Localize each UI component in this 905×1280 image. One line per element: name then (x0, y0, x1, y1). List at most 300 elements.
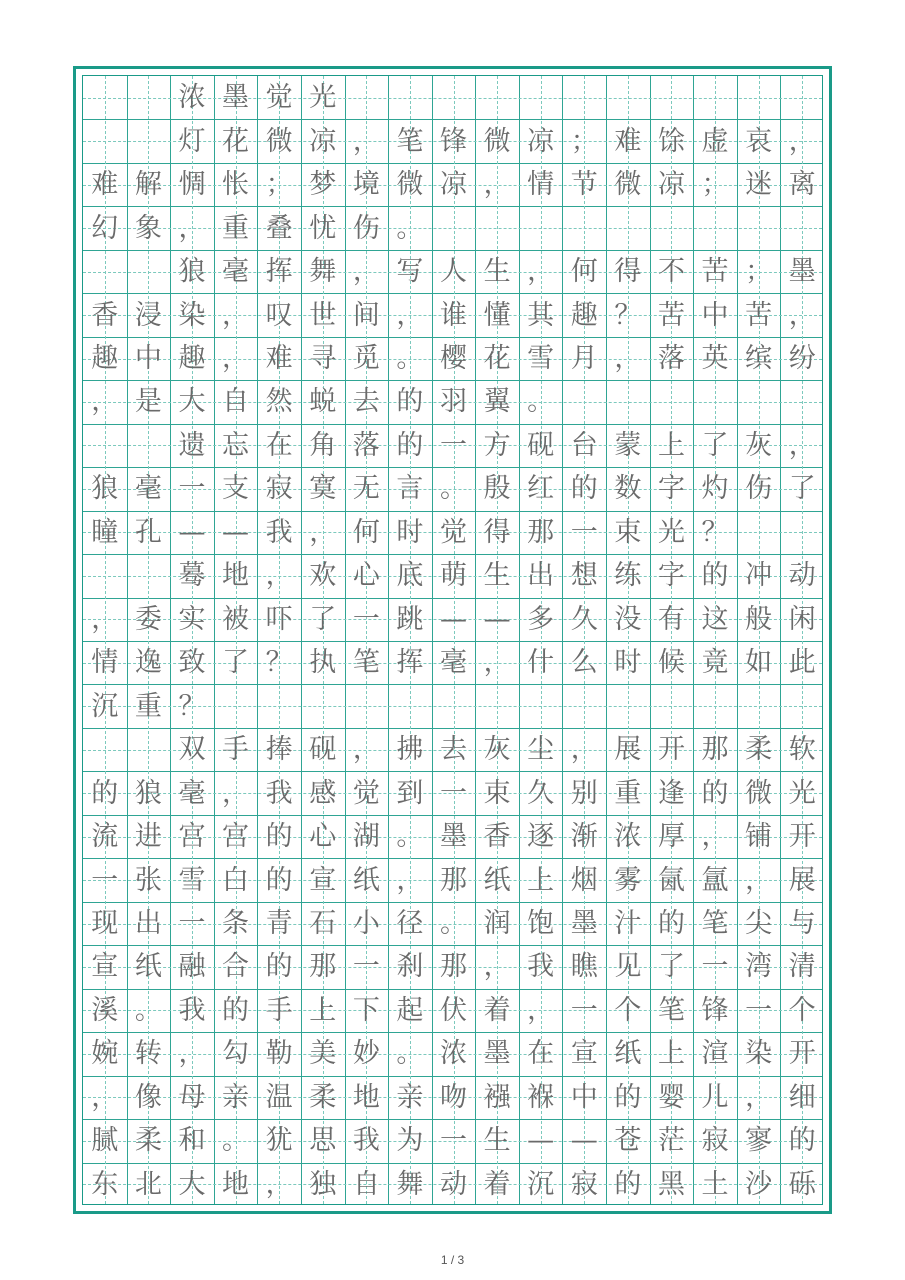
handwritten-character: 浸 (134, 299, 162, 331)
handwritten-character: 一 (570, 516, 598, 548)
handwritten-character: 纷 (788, 343, 816, 374)
handwritten-character: ， (91, 1081, 119, 1113)
handwritten-character: 温 (265, 1081, 293, 1113)
handwritten-character: 润 (483, 908, 511, 939)
handwritten-character: 微 (745, 777, 773, 809)
handwritten-character: 被 (222, 603, 250, 635)
handwritten-character: ， (222, 343, 250, 374)
handwritten-character: 那 (440, 951, 467, 983)
handwritten-character: 光 (788, 777, 816, 809)
handwritten-character: 怅 (222, 169, 250, 201)
handwritten-character: 羽 (440, 386, 467, 418)
handwritten-character: 练 (614, 560, 642, 592)
handwritten-character: 我 (352, 1125, 380, 1157)
handwritten-character: 的 (701, 777, 729, 809)
handwritten-character: 逐 (527, 821, 555, 853)
handwritten-character: 在 (527, 1038, 555, 1070)
handwritten-character: ； (745, 256, 773, 288)
handwritten-character: 孔 (134, 516, 162, 548)
handwritten-character: 象 (134, 212, 162, 244)
handwritten-character: 的 (265, 821, 293, 853)
handwritten-character: 出 (527, 560, 555, 592)
handwritten-character: 手 (222, 734, 250, 766)
handwritten-character: 殷 (483, 473, 511, 505)
handwritten-character: — (178, 516, 206, 548)
handwritten-character: 墨 (483, 1038, 511, 1070)
handwritten-character: ， (483, 169, 511, 201)
handwritten-character: 青 (265, 908, 293, 939)
handwritten-character: 难 (91, 169, 119, 201)
handwritten-character: 虚 (701, 125, 729, 157)
handwritten-character: 一 (91, 864, 119, 896)
handwritten-character: 狼 (178, 256, 206, 288)
handwritten-character: 的 (614, 1081, 642, 1113)
handwritten-character: 迷 (745, 169, 773, 201)
handwritten-character: 地 (222, 1168, 250, 1200)
handwritten-character: ， (91, 603, 119, 635)
handwritten-character: 渲 (701, 1038, 729, 1070)
handwritten-character: 舞 (396, 1168, 424, 1200)
handwritten-character: 久 (570, 603, 598, 635)
handwritten-character: 有 (657, 603, 685, 635)
handwritten-character: 柔 (745, 734, 773, 766)
handwritten-character: 了 (657, 951, 685, 983)
handwritten-character: ， (527, 256, 555, 288)
handwritten-character: 笔 (396, 125, 424, 157)
handwritten-character: 字 (657, 473, 685, 505)
handwritten-character: ， (352, 256, 380, 288)
handwritten-character: 重 (614, 777, 642, 809)
handwritten-character: 趣 (178, 343, 206, 374)
handwritten-character: ， (483, 647, 511, 679)
handwritten-character: 中 (701, 299, 729, 331)
handwritten-character: 烟 (570, 864, 598, 896)
handwritten-character: 自 (352, 1168, 380, 1200)
handwritten-character: 宫 (178, 821, 206, 853)
handwritten-character: 了 (701, 429, 729, 461)
handwritten-character: 幻 (91, 212, 119, 244)
handwritten-character: 的 (265, 864, 293, 896)
handwritten-character: 上 (657, 429, 685, 461)
handwritten-character: 逸 (134, 647, 162, 679)
handwritten-character: 现 (91, 908, 119, 939)
handwritten-character: 起 (396, 994, 424, 1026)
handwritten-character: 懂 (483, 299, 511, 331)
handwritten-character: 。 (440, 908, 467, 939)
handwritten-character: 清 (788, 951, 816, 983)
handwritten-character: 趣 (91, 343, 119, 374)
handwritten-character: 心 (309, 821, 337, 853)
handwritten-character: 角 (309, 429, 337, 461)
handwritten-character: ， (265, 1168, 293, 1200)
handwritten-character: 得 (483, 516, 511, 548)
handwritten-character: 伤 (352, 212, 380, 244)
handwritten-character: 毫 (178, 777, 206, 809)
handwritten-character: ， (788, 429, 816, 461)
handwritten-character: 凉 (657, 169, 685, 201)
handwritten-character: 灯 (178, 125, 206, 157)
handwritten-character: ， (222, 299, 250, 331)
handwritten-character: 寂 (265, 473, 293, 505)
handwritten-character: 笔 (701, 908, 729, 939)
handwritten-character: 瞳 (91, 516, 119, 548)
handwritten-character: 觉 (265, 82, 293, 114)
handwritten-character: 大 (178, 1168, 206, 1200)
handwritten-character: 笔 (352, 647, 380, 679)
handwritten-character: 红 (527, 473, 555, 505)
handwritten-character: 亲 (222, 1081, 250, 1113)
handwritten-character: 我 (265, 777, 293, 809)
handwritten-character: ， (788, 125, 816, 157)
handwritten-character: 墨 (788, 256, 816, 288)
handwritten-character: ？ (701, 516, 729, 548)
handwritten-character: 逢 (657, 777, 685, 809)
handwritten-character: 闲 (788, 603, 816, 635)
handwritten-character: 一 (178, 473, 206, 505)
handwritten-character: 觉 (352, 777, 380, 809)
handwritten-character: — (222, 516, 250, 548)
handwritten-character: 忘 (222, 429, 250, 461)
handwritten-character: 湖 (352, 821, 380, 853)
handwritten-character: 狼 (134, 777, 162, 809)
handwritten-character: 犹 (265, 1125, 293, 1157)
handwritten-character: 感 (309, 777, 337, 809)
handwritten-character: 微 (396, 169, 424, 201)
handwritten-character: 那 (309, 951, 337, 983)
handwritten-character: 蓦 (178, 560, 206, 592)
handwritten-character: 什 (527, 647, 555, 679)
handwritten-character: 香 (91, 299, 119, 331)
handwritten-character: 时 (614, 647, 642, 679)
handwritten-character: 了 (788, 473, 816, 505)
handwritten-character: 沉 (91, 690, 119, 722)
handwritten-character: 双 (178, 734, 206, 766)
handwritten-character: ； (570, 125, 598, 157)
handwritten-character: 纸 (614, 1038, 642, 1070)
handwritten-character: ， (788, 299, 816, 331)
handwritten-character: 动 (440, 1168, 467, 1200)
handwritten-character: 一 (745, 994, 773, 1026)
handwritten-character: ， (178, 1038, 206, 1070)
handwritten-character: 细 (788, 1081, 816, 1113)
handwritten-character: 个 (614, 994, 642, 1026)
handwritten-character: 樱 (440, 343, 467, 374)
handwritten-character: 间 (352, 299, 380, 331)
handwritten-character: 候 (657, 647, 685, 679)
handwritten-character: ， (265, 560, 293, 592)
handwritten-character: 何 (352, 516, 380, 548)
handwritten-character: 流 (91, 821, 119, 853)
handwritten-character: ， (396, 864, 424, 896)
handwritten-character: 上 (527, 864, 555, 896)
handwritten-character: ， (352, 734, 380, 766)
handwritten-character: 吓 (265, 603, 293, 635)
handwritten-character: 纸 (352, 864, 380, 896)
handwritten-character: 一 (570, 994, 598, 1026)
handwritten-character: 宣 (570, 1038, 598, 1070)
handwritten-character: 委 (134, 603, 162, 635)
handwritten-character: 毫 (440, 647, 467, 679)
handwritten-character: 生 (483, 1125, 511, 1157)
handwritten-character: 梦 (309, 169, 337, 201)
handwritten-character: 这 (701, 603, 729, 635)
handwritten-character: 沙 (745, 1168, 773, 1200)
handwritten-character: 上 (657, 1038, 685, 1070)
handwritten-character: 缤 (745, 343, 773, 374)
handwritten-character: 光 (657, 516, 685, 548)
handwritten-character: 谁 (440, 299, 467, 331)
handwritten-character: 褓 (527, 1081, 555, 1113)
handwritten-character: 宫 (222, 821, 250, 853)
handwritten-character: 开 (657, 734, 685, 766)
handwritten-character: 襁 (483, 1081, 511, 1113)
handwritten-character: 月 (570, 343, 598, 374)
handwritten-character: 美 (309, 1038, 337, 1070)
handwritten-character: ， (614, 343, 642, 374)
character-grid (82, 75, 823, 1205)
handwritten-character: 独 (309, 1168, 337, 1200)
handwritten-character: 去 (352, 386, 380, 418)
handwritten-character: 难 (614, 125, 642, 157)
handwritten-character: 湾 (745, 951, 773, 983)
handwritten-character: 致 (178, 647, 206, 679)
handwritten-character: 多 (527, 603, 555, 635)
handwritten-character: 。 (134, 994, 162, 1026)
handwritten-character: 中 (134, 343, 162, 374)
handwritten-character: 惆 (178, 169, 206, 201)
handwritten-character: 刹 (396, 951, 424, 983)
handwritten-character: 何 (570, 256, 598, 288)
handwritten-character: 了 (309, 603, 337, 635)
handwritten-character: 灰 (483, 734, 511, 766)
handwritten-character: 重 (134, 690, 162, 722)
handwritten-character: 的 (91, 777, 119, 809)
handwritten-character: 那 (440, 864, 467, 896)
handwritten-character: 氤 (657, 864, 685, 896)
handwritten-character: 自 (222, 386, 250, 418)
handwritten-character: 雾 (614, 864, 642, 896)
handwritten-character: 字 (657, 560, 685, 592)
handwritten-character: 挥 (396, 647, 424, 679)
handwritten-character: 溪 (91, 994, 119, 1026)
handwritten-character: 石 (309, 908, 337, 939)
handwritten-character: 墨 (570, 908, 598, 939)
handwritten-character: 的 (788, 1125, 816, 1157)
handwritten-character: 的 (265, 951, 293, 983)
handwritten-character: 伤 (745, 473, 773, 505)
handwritten-character: 一 (701, 951, 729, 983)
handwritten-character: 寻 (309, 343, 337, 374)
handwritten-character: 生 (483, 256, 511, 288)
handwritten-character: 叹 (265, 299, 293, 331)
handwritten-character: 寞 (309, 473, 337, 505)
handwritten-character: 的 (570, 473, 598, 505)
handwritten-character: 离 (788, 169, 816, 201)
handwritten-character: 捧 (265, 734, 293, 766)
handwritten-character: 厚 (657, 821, 685, 853)
handwritten-character: 一 (440, 429, 467, 461)
handwritten-character: 重 (222, 212, 250, 244)
handwritten-character: 的 (396, 429, 424, 461)
handwritten-character: — (440, 603, 467, 635)
handwritten-character: 微 (265, 125, 293, 157)
handwritten-character: 寂 (701, 1125, 729, 1157)
handwritten-character: 合 (222, 951, 250, 983)
handwritten-character: 渐 (570, 821, 598, 853)
handwritten-character: ， (396, 299, 424, 331)
handwritten-character: 一 (352, 603, 380, 635)
handwritten-character: 上 (309, 994, 337, 1026)
handwritten-character: 我 (265, 516, 293, 548)
handwritten-character: 宣 (309, 864, 337, 896)
handwritten-character: 的 (396, 386, 424, 418)
handwritten-character: 纸 (483, 864, 511, 896)
handwritten-character: 砾 (788, 1168, 816, 1200)
handwritten-character: 苦 (701, 256, 729, 288)
handwritten-character: 。 (396, 343, 424, 374)
handwritten-character: 妙 (352, 1038, 380, 1070)
handwritten-character: 锋 (440, 125, 467, 157)
handwritten-character: 台 (570, 429, 598, 461)
handwritten-character: — (570, 1125, 598, 1157)
handwritten-character: ； (701, 169, 729, 201)
handwritten-character: 一 (440, 1125, 467, 1157)
handwritten-character: 执 (309, 647, 337, 679)
handwritten-character: 融 (178, 951, 206, 983)
handwritten-character: 儿 (701, 1081, 729, 1113)
handwritten-character: 凉 (440, 169, 467, 201)
handwritten-character: 微 (614, 169, 642, 201)
handwritten-character: 苦 (745, 299, 773, 331)
handwritten-character: ， (701, 821, 729, 853)
handwritten-character: 出 (134, 908, 162, 939)
handwritten-character: 实 (178, 603, 206, 635)
handwritten-character: 尖 (745, 908, 773, 939)
handwritten-character: 染 (745, 1038, 773, 1070)
handwritten-character: 汁 (614, 908, 642, 939)
handwritten-character: 毫 (222, 256, 250, 288)
handwritten-character: 雪 (178, 864, 206, 896)
handwritten-character: 手 (265, 994, 293, 1026)
composition-paper (73, 66, 832, 1214)
handwritten-character: 条 (222, 908, 250, 939)
handwritten-character: 亲 (396, 1081, 424, 1113)
handwritten-character: 砚 (309, 734, 337, 766)
handwritten-character: 到 (396, 777, 424, 809)
handwritten-character: 。 (396, 212, 424, 244)
handwritten-character: 竟 (701, 647, 729, 679)
handwritten-character: 锋 (701, 994, 729, 1026)
handwritten-character: 小 (352, 908, 380, 939)
handwritten-character: 香 (483, 821, 511, 853)
handwritten-character: 跳 (396, 603, 424, 635)
handwritten-character: ， (745, 864, 773, 896)
handwritten-character: 像 (134, 1081, 162, 1113)
handwritten-character: 叠 (265, 212, 293, 244)
handwritten-character: 然 (265, 386, 293, 418)
handwritten-character: 开 (788, 1038, 816, 1070)
handwritten-character: 心 (352, 560, 380, 592)
handwritten-character: 哀 (745, 125, 773, 157)
handwritten-character: 没 (614, 603, 642, 635)
handwritten-character: 蜕 (309, 386, 337, 418)
handwritten-character: 浓 (440, 1038, 467, 1070)
handwritten-character: 一 (178, 908, 206, 939)
handwritten-character: 动 (788, 560, 816, 592)
handwritten-character: 吻 (440, 1081, 467, 1113)
handwritten-character: 大 (178, 386, 206, 418)
handwritten-character: 是 (134, 386, 162, 418)
handwritten-character: 写 (396, 256, 424, 288)
handwritten-character: 蒙 (614, 429, 642, 461)
handwritten-character: 么 (570, 647, 598, 679)
handwritten-character: ， (527, 994, 555, 1026)
handwritten-character: 的 (657, 908, 685, 939)
handwritten-character: 浓 (178, 82, 206, 114)
handwritten-character: 墨 (440, 821, 467, 853)
handwritten-character: 转 (134, 1038, 162, 1070)
handwritten-character: 。 (396, 1038, 424, 1070)
handwritten-character: 微 (483, 125, 511, 157)
handwritten-character: 腻 (91, 1125, 119, 1157)
handwritten-character: ； (265, 169, 293, 201)
handwritten-character: 张 (134, 864, 162, 896)
handwritten-character: 婉 (91, 1038, 119, 1070)
handwritten-character: 见 (614, 951, 642, 983)
handwritten-character: 般 (745, 603, 773, 635)
page-number: 1 / 3 (440, 1253, 465, 1267)
handwritten-character: 开 (788, 821, 816, 853)
handwritten-character: 苍 (614, 1125, 642, 1157)
handwritten-character: 一 (440, 777, 467, 809)
handwritten-character: 苦 (657, 299, 685, 331)
handwritten-character: 花 (483, 343, 511, 374)
handwritten-character: 束 (614, 516, 642, 548)
handwritten-character: 毫 (134, 473, 162, 505)
handwritten-character: 情 (527, 169, 555, 201)
handwritten-character: 花 (222, 125, 250, 157)
handwritten-character: 情 (91, 647, 119, 679)
handwritten-character: 东 (91, 1168, 119, 1200)
handwritten-character: 展 (788, 864, 816, 896)
handwritten-character: 得 (614, 256, 642, 288)
handwritten-character: 狼 (91, 473, 119, 505)
handwritten-character: 觅 (352, 343, 380, 374)
handwritten-character: 遗 (178, 429, 206, 461)
handwritten-character: 那 (527, 516, 555, 548)
handwritten-character: 萌 (440, 560, 467, 592)
handwritten-character: 一 (352, 951, 380, 983)
handwritten-character: 我 (178, 994, 206, 1026)
handwritten-character: 忧 (309, 212, 337, 244)
handwritten-character: — (483, 603, 511, 635)
handwritten-character: 境 (352, 169, 380, 201)
handwritten-character: 英 (701, 343, 729, 374)
handwritten-character: 。 (222, 1125, 250, 1157)
handwritten-character: 白 (222, 864, 250, 896)
handwritten-character: 束 (483, 777, 511, 809)
handwritten-character: 的 (222, 994, 250, 1026)
handwritten-character: 地 (352, 1081, 380, 1113)
handwritten-character: 地 (222, 560, 250, 592)
handwritten-character: ， (309, 516, 337, 548)
handwritten-character: 与 (788, 908, 816, 939)
handwritten-character: 言 (396, 473, 424, 505)
handwritten-character: 寥 (745, 1125, 773, 1157)
handwritten-character: 生 (483, 560, 511, 592)
handwritten-character: ， (222, 777, 250, 809)
handwritten-character: 氲 (701, 864, 729, 896)
